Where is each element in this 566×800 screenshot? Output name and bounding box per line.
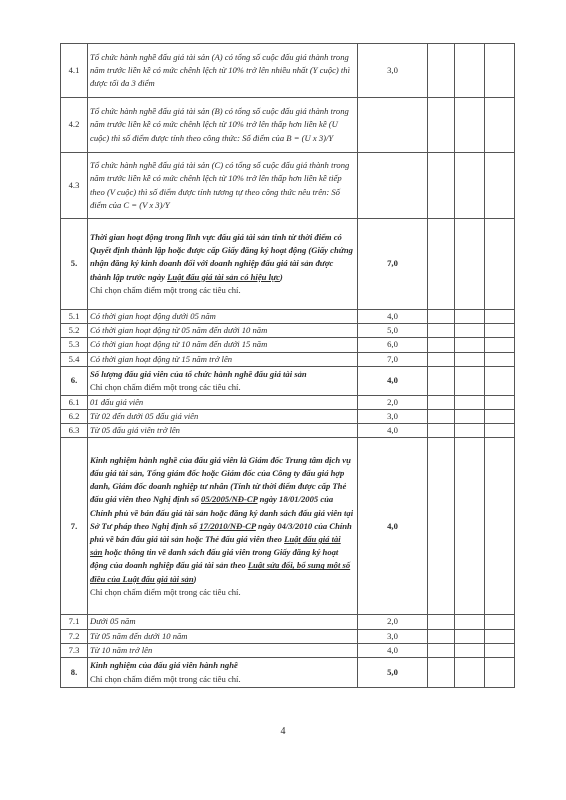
table-row [61, 44, 515, 98]
criterion-cell [88, 658, 358, 688]
max-points: 2,0 [358, 615, 428, 629]
empty-cell [428, 629, 455, 643]
table-row [61, 615, 515, 629]
criterion-text: 01 đấu giá viên [88, 395, 358, 409]
row-number: 6.2 [61, 410, 88, 424]
empty-cell [455, 395, 485, 409]
max-points: 5,0 [358, 324, 428, 338]
empty-cell [428, 219, 455, 310]
criterion-text: Tổ chức hành nghề đấu giá tài sản (A) có tổng số cuộc đấu giá thành trong năm trước liền kề có mức chênh lệch từ 10% trở lên nhiều nhất (Y cuộc) thì được tối đa 3 điểm [88, 44, 358, 98]
empty-cell [455, 629, 485, 643]
empty-cell [455, 643, 485, 657]
empty-cell [455, 658, 485, 688]
max-points: 7,0 [358, 352, 428, 366]
empty-cell [455, 366, 485, 395]
criterion-title [90, 232, 353, 282]
criterion-cell [88, 366, 358, 395]
max-points: 4,0 [358, 310, 428, 324]
row-number: 6.3 [61, 424, 88, 438]
table-row [61, 438, 515, 615]
empty-cell [428, 310, 455, 324]
empty-cell [485, 395, 515, 409]
empty-cell [485, 324, 515, 338]
empty-cell [485, 658, 515, 688]
row-number: 7. [61, 438, 88, 615]
row-number: 5. [61, 219, 88, 310]
criterion-note: Chỉ chọn chấm điểm một trong các tiêu chí. [90, 381, 241, 392]
row-number: 5.4 [61, 352, 88, 366]
table-row [61, 153, 515, 219]
table-row [61, 658, 515, 688]
max-points: 4,0 [358, 643, 428, 657]
criterion-note: Chỉ chọn chấm điểm một trong các tiêu chí. [90, 586, 241, 597]
empty-cell [428, 44, 455, 98]
max-points: 3,0 [358, 410, 428, 424]
row-number: 4.3 [61, 153, 88, 219]
max-points: 5,0 [358, 658, 428, 688]
max-points: 3,0 [358, 629, 428, 643]
empty-cell [428, 98, 455, 153]
empty-cell [455, 98, 485, 153]
table-row [61, 424, 515, 438]
empty-cell [428, 153, 455, 219]
empty-cell [485, 310, 515, 324]
title-part: hoặc thông tin về danh sách đấu giá viên trong Giấy đăng ký hoạt động của doanh nghiệp đấu giá tài sản theo [90, 547, 339, 571]
empty-cell [428, 424, 455, 438]
criterion-text: Tổ chức hành nghề đấu giá tài sản (C) có tổng số cuộc đấu giá thành trong năm trước liền kề có mức chênh lệch từ 10% trở lên thấp hơn liền kề tiếp theo (V cuộc) thì số điểm được tính tương tự theo công thức nêu trên: Số điểm của C = (V x 3)/Y [88, 153, 358, 219]
table-row [61, 219, 515, 310]
criterion-text: Có thời gian hoạt động dưới 05 năm [88, 310, 358, 324]
title-part: ) [193, 573, 197, 584]
criterion-cell [88, 219, 358, 310]
title-part: ngày 04/3/2010 của Chính phủ về bán đấu giá tài sản hoặc Thẻ đấu giá viên theo [90, 520, 352, 545]
empty-cell [428, 643, 455, 657]
empty-cell [455, 44, 485, 98]
criterion-note: Chỉ chọn chấm điểm một trong các tiêu chí. [90, 284, 241, 295]
criterion-text: Có thời gian hoạt động từ 15 năm trở lên [88, 352, 358, 366]
empty-cell [455, 615, 485, 629]
law-reference-link: Luật đấu giá tài sản có hiệu lực [167, 271, 280, 282]
title-part: Thời gian hoạt động trong lĩnh vực đấu giá tài sản tính từ thời điểm có Quyết định thành lập hoặc được cấp Giấy đăng ký hoạt động (Giấy chứng nhận đăng ký kinh doanh đối với doanh nghiệp đấu giá tài sản được thành lập trước ngày [90, 231, 353, 282]
empty-cell [485, 98, 515, 153]
row-number: 4.2 [61, 98, 88, 153]
law-reference-link: Luật sửa đổi, bổ sung một số điều của Luật đấu giá tài sản [90, 560, 351, 584]
criteria-table [60, 43, 515, 688]
empty-cell [455, 324, 485, 338]
empty-cell [485, 366, 515, 395]
max-points: 4,0 [358, 438, 428, 615]
criterion-cell [88, 438, 358, 615]
max-points: 7,0 [358, 219, 428, 310]
empty-cell [455, 219, 485, 310]
criterion-note: Chỉ chọn chấm điểm một trong các tiêu chí. [90, 673, 241, 684]
empty-cell [428, 366, 455, 395]
row-number: 7.2 [61, 629, 88, 643]
empty-cell [428, 615, 455, 629]
empty-cell [455, 310, 485, 324]
max-points: 6,0 [358, 338, 428, 352]
criterion-title: Số lượng đấu giá viên của tổ chức hành nghề đấu giá tài sản [90, 368, 307, 379]
row-number: 5.3 [61, 338, 88, 352]
empty-cell [455, 438, 485, 615]
max-points: 4,0 [358, 424, 428, 438]
criterion-text: Từ 05 đấu giá viên trở lên [88, 424, 358, 438]
empty-cell [485, 153, 515, 219]
table-row [61, 366, 515, 395]
table-row [61, 643, 515, 657]
criterion-title: Kinh nghiệm của đấu giá viên hành nghề [90, 660, 238, 671]
empty-cell [455, 352, 485, 366]
empty-cell [455, 424, 485, 438]
empty-cell [485, 352, 515, 366]
table-row [61, 395, 515, 409]
max-points [358, 153, 428, 219]
empty-cell [485, 338, 515, 352]
row-number: 5.2 [61, 324, 88, 338]
empty-cell [455, 410, 485, 424]
row-number: 7.3 [61, 643, 88, 657]
criterion-text: Tổ chức hành nghề đấu giá tài sản (B) có tổng số cuộc đấu giá thành trong năm trước liền kề có mức chênh lệch từ 10% trở lên thấp hơn liền kề (U cuộc) thì số điểm được tính theo công thức: Số điểm của B = (U x 3)/Y [88, 98, 358, 153]
criterion-text: Dưới 05 năm [88, 615, 358, 629]
criterion-text: Từ 05 năm đến dưới 10 năm [88, 629, 358, 643]
decree-reference-link: 17/2010/NĐ-CP [199, 520, 256, 531]
row-number: 4.1 [61, 44, 88, 98]
empty-cell [428, 395, 455, 409]
empty-cell [485, 615, 515, 629]
empty-cell [485, 643, 515, 657]
empty-cell [428, 410, 455, 424]
criterion-text: Từ 02 đến dưới 05 đấu giá viên [88, 410, 358, 424]
empty-cell [485, 219, 515, 310]
empty-cell [428, 658, 455, 688]
row-number: 5.1 [61, 310, 88, 324]
max-points [358, 98, 428, 153]
title-part: Kinh nghiệm hành nghề của đấu giá viên là Giám đốc Trung tâm dịch vụ đấu giá tài sản, Tổng giám đốc hoặc Giám đốc của Công ty đấu giá hợp danh, Giám đốc doanh nghiệp tư nhân (Tính từ thời điểm được cấp Thẻ đấu giá viên theo Nghị định số [90, 454, 351, 505]
empty-cell [428, 438, 455, 615]
empty-cell [428, 338, 455, 352]
table-row [61, 352, 515, 366]
empty-cell [485, 438, 515, 615]
empty-cell [485, 629, 515, 643]
decree-reference-link: 05/2005/NĐ-CP [201, 494, 258, 505]
empty-cell [428, 324, 455, 338]
row-number: 6. [61, 366, 88, 395]
row-number: 8. [61, 658, 88, 688]
criteria-table-container [60, 43, 514, 688]
law-reference-link: Luật đấu giá tài sản [90, 534, 341, 558]
row-number: 6.1 [61, 395, 88, 409]
title-part: ) [279, 271, 283, 282]
table-row [61, 310, 515, 324]
empty-cell [485, 410, 515, 424]
empty-cell [455, 338, 485, 352]
title-part: ngày 18/01/2005 của Chính phủ về bán đấu giá tài sản hoặc đăng ký danh sách đấu giá viên tại Sở Tư pháp theo Nghị định số [90, 494, 354, 531]
empty-cell [455, 153, 485, 219]
table-row [61, 98, 515, 153]
empty-cell [485, 424, 515, 438]
page-number: 4 [280, 726, 286, 737]
criterion-text: Có thời gian hoạt động từ 10 năm đến dưới 15 năm [88, 338, 358, 352]
row-number: 7.1 [61, 615, 88, 629]
table-row [61, 324, 515, 338]
table-row [61, 338, 515, 352]
max-points: 3,0 [358, 44, 428, 98]
criterion-text: Từ 10 năm trở lên [88, 643, 358, 657]
empty-cell [485, 44, 515, 98]
criterion-title [90, 455, 353, 584]
table-row [61, 629, 515, 643]
table-row [61, 410, 515, 424]
max-points: 4,0 [358, 366, 428, 395]
max-points: 2,0 [358, 395, 428, 409]
criterion-text: Có thời gian hoạt động từ 05 năm đến dưới 10 năm [88, 324, 358, 338]
empty-cell [428, 352, 455, 366]
